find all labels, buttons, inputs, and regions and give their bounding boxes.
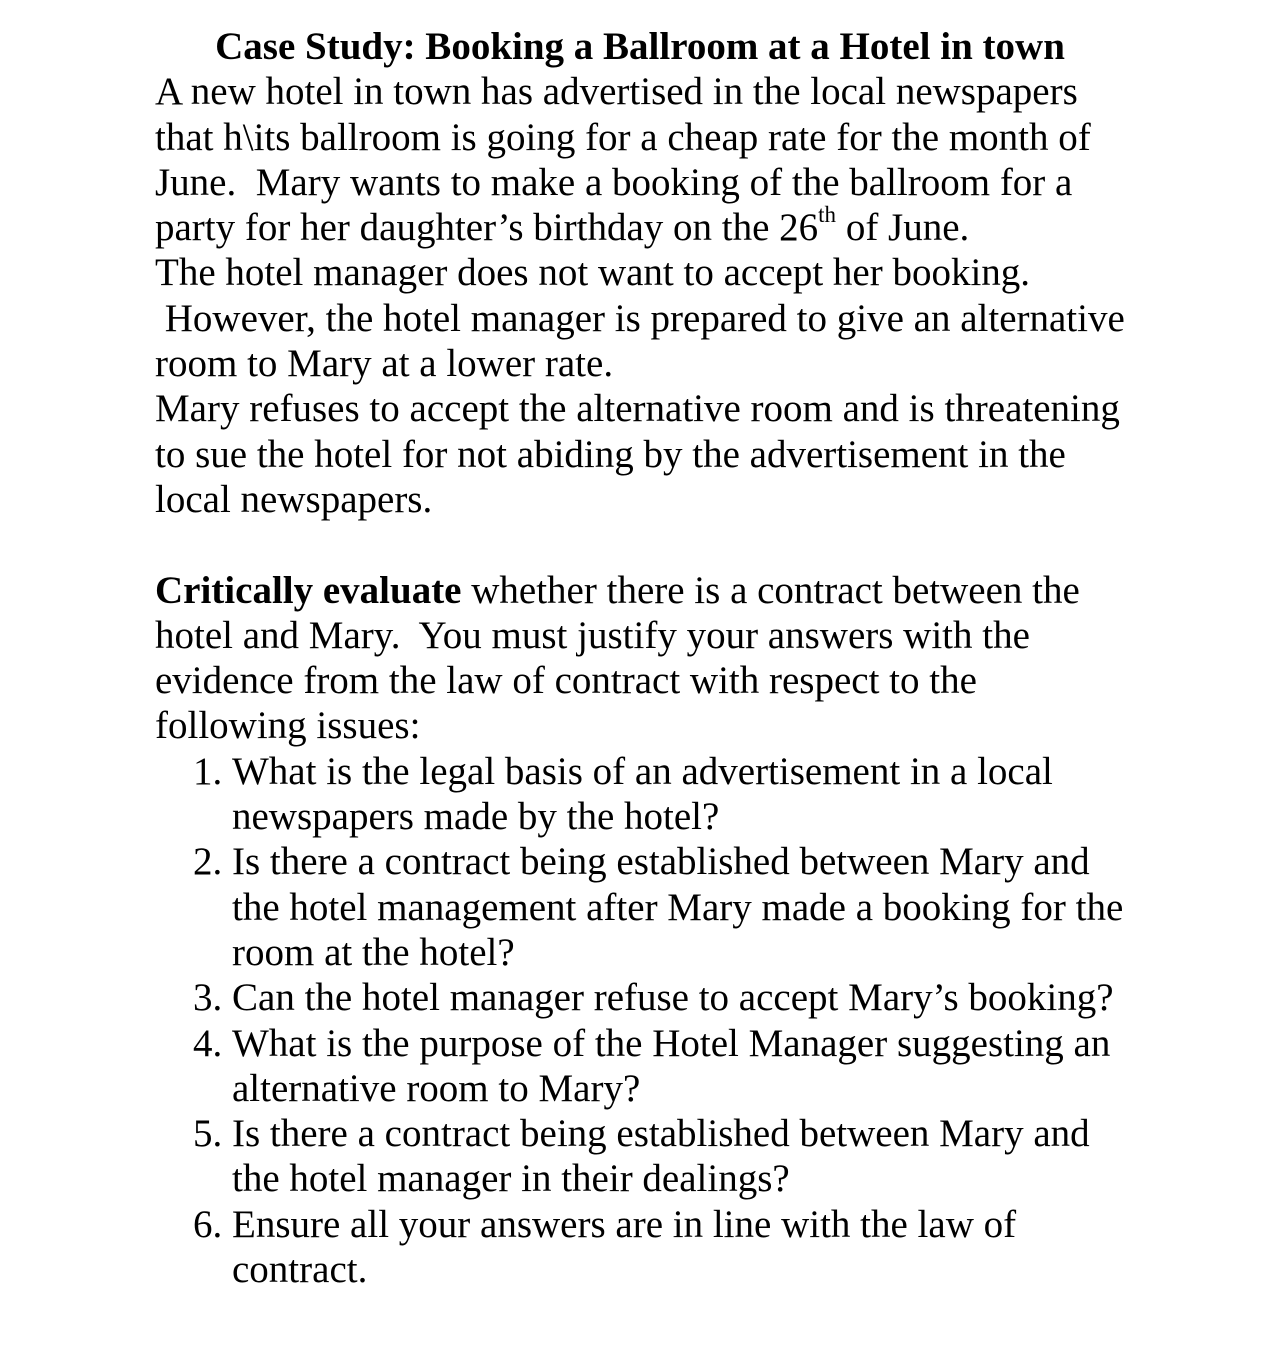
task-paragraph — [155, 568, 1155, 749]
issue-number: 1. — [193, 749, 223, 793]
issue-item — [155, 749, 1155, 840]
scenario-line: local newspapers. — [155, 477, 433, 521]
task-line: evidence from the law of contract with respect to the — [155, 659, 977, 703]
issue-number: 3. — [193, 976, 223, 1020]
issue-text-line: What is the purpose of the Hotel Manager suggesting an — [232, 1021, 1111, 1065]
scenario-paragraph — [155, 69, 1155, 522]
task-line: following issues: — [155, 704, 421, 748]
issue-text-line: Can the hotel manager refuse to accept Mary’s booking? — [232, 976, 1114, 1020]
document-page — [155, 24, 1155, 1292]
task-line: hotel and Mary. You must justify your answers with the — [155, 613, 1030, 657]
scenario-line: The hotel manager does not want to accept her booking. — [155, 251, 1031, 295]
paragraph-spacer — [155, 522, 1155, 567]
date-text-end: of June. — [836, 206, 970, 250]
issue-number: 2. — [193, 840, 223, 884]
scenario-line-date — [155, 202, 1155, 250]
issue-number: 5. — [193, 1112, 223, 1156]
scenario-line: Mary refuses to accept the alternative room and is threatening — [155, 387, 1120, 431]
scenario-line: A new hotel in town has advertised in the local newspapers — [155, 70, 1078, 114]
scenario-line: June. Mary wants to make a booking of the ballroom for a — [155, 160, 1073, 204]
issue-text-line: Is there a contract being established between Mary and — [232, 1112, 1090, 1156]
issue-text-line: alternative room to Mary? — [232, 1066, 641, 1110]
issues-list — [155, 749, 1155, 1293]
issue-text-line: What is the legal basis of an advertisement in a local — [232, 749, 1053, 793]
issue-text-line: room at the hotel? — [232, 930, 515, 974]
scenario-line: that h\its ballroom is going for a cheap rate for the month of — [155, 115, 1091, 159]
issue-text-line: the hotel management after Mary made a booking for the — [232, 885, 1124, 929]
issue-number: 4. — [193, 1021, 223, 1065]
scenario-line: to sue the hotel for not abiding by the advertisement in the — [155, 432, 1066, 476]
scenario-line: However, the hotel manager is prepared to give an alternative — [155, 296, 1125, 340]
task-line — [155, 568, 1155, 613]
page-title: Case Study: Booking a Ballroom at a Hotel in town — [215, 25, 1065, 68]
issue-text-line: Is there a contract being established between Mary and — [232, 840, 1090, 884]
task-emphasis: Critically evaluate — [155, 568, 462, 612]
issue-text-line: Ensure all your answers are in line with the law of — [232, 1202, 1017, 1246]
issue-item — [155, 839, 1155, 975]
issue-number: 6. — [193, 1202, 223, 1246]
issue-item — [155, 1021, 1155, 1112]
issue-item — [155, 1111, 1155, 1202]
issue-text-line: newspapers made by the hotel? — [232, 795, 720, 839]
date-text: party for her daughter’s birthday on the 26 — [155, 206, 819, 250]
scenario-line: room to Mary at a lower rate. — [155, 342, 614, 386]
issue-item — [155, 1202, 1155, 1293]
issue-item — [155, 975, 1155, 1020]
task-text: whether there is a contract between the — [461, 568, 1080, 612]
ordinal-suffix: th — [818, 202, 837, 228]
issue-text-line: contract. — [232, 1248, 368, 1292]
issue-text-line: the hotel manager in their dealings? — [232, 1157, 790, 1201]
